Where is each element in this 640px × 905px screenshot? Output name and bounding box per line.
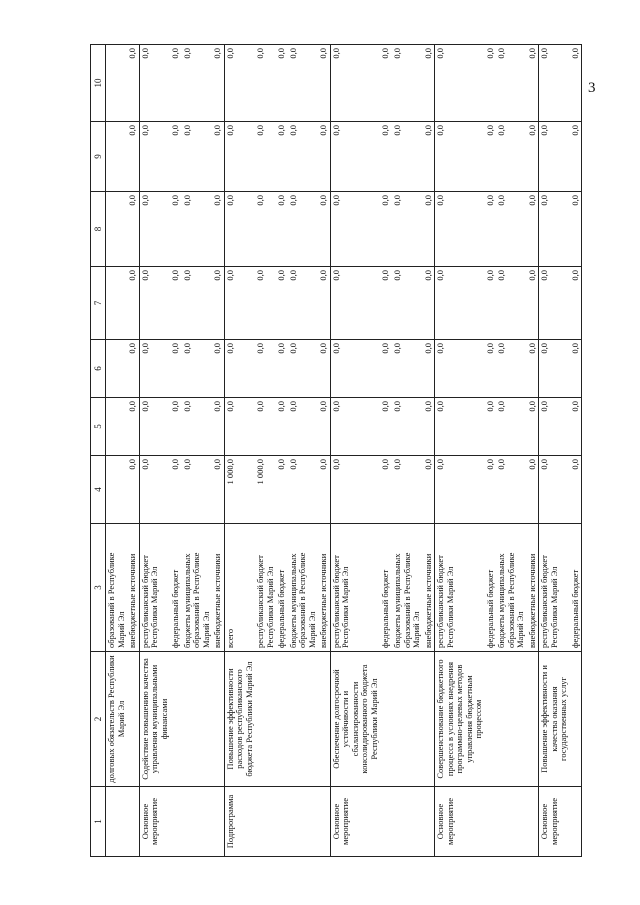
value-cell-col-9: 0,0 — [224, 122, 255, 192]
funding-source-cell: внебюджетные источники — [318, 524, 330, 652]
value-cell-col-7: 0,0 — [496, 267, 527, 340]
value-cell-col-8: 0,0 — [392, 192, 423, 267]
value-cell-col-9: 0,0 — [330, 122, 380, 192]
funding-source-cell: бюджеты муниципальных образований в Республике Марий Эл — [288, 524, 319, 652]
measure-name-cell-empty — [127, 652, 139, 787]
value-cell-col-5: 0,0 — [570, 398, 582, 456]
value-cell-col-6: 0,0 — [496, 340, 527, 398]
value-cell-col-8: 0,0 — [435, 192, 485, 267]
measure-type-cell: Основное мероприятие — [435, 787, 485, 857]
measure-name-cell-empty — [485, 652, 497, 787]
value-cell-col-10: 0,0 — [380, 45, 392, 122]
value-cell-col-10: 0,0 — [182, 45, 213, 122]
table-row — [392, 45, 423, 857]
value-cell-col-4: 0,0 — [330, 456, 380, 524]
value-cell-col-6: 0,0 — [539, 340, 570, 398]
value-cell-col-4: 0,0 — [139, 456, 170, 524]
value-cell-col-6: 0,0 — [139, 340, 170, 398]
value-cell-col-5: 0,0 — [392, 398, 423, 456]
table-row — [527, 45, 539, 857]
value-cell-col-10: 0,0 — [392, 45, 423, 122]
value-cell-col-5: 0,0 — [496, 398, 527, 456]
measure-type-cell-empty — [392, 787, 423, 857]
measure-name-cell-empty — [288, 652, 319, 787]
value-cell-col-10: 0,0 — [127, 45, 139, 122]
value-cell-col-6: 0,0 — [392, 340, 423, 398]
funding-source-cell: федеральный бюджет — [276, 524, 288, 652]
value-cell-col-7: 0,0 — [330, 267, 380, 340]
funding-table — [90, 44, 582, 857]
value-cell-col-10: 0,0 — [139, 45, 170, 122]
column-number-7: 7 — [91, 267, 106, 340]
value-cell-col-10: 0,0 — [330, 45, 380, 122]
value-cell-col-9: 0,0 — [212, 122, 224, 192]
value-cell-col-8: 0,0 — [212, 192, 224, 267]
table-body — [106, 45, 582, 857]
table-row — [212, 45, 224, 857]
value-cell-col-10: 0,0 — [539, 45, 570, 122]
measure-type-cell-empty — [170, 787, 182, 857]
table-row — [330, 45, 380, 857]
column-number-10: 10 — [91, 45, 106, 122]
measure-type-cell: Основное мероприятие — [139, 787, 170, 857]
measure-type-cell-empty — [288, 787, 319, 857]
measure-type-cell — [106, 787, 128, 857]
measure-name-cell: Обеспечение долгосрочной устойчивости и сбалансированности консолидированного бюджета Республики Марий Эл — [330, 652, 380, 787]
funding-source-cell: внебюджетные источники — [423, 524, 435, 652]
value-cell-col-10: 0,0 — [527, 45, 539, 122]
column-number-6: 6 — [91, 340, 106, 398]
value-cell-col-6: 0,0 — [255, 340, 276, 398]
value-cell-col-6: 0,0 — [170, 340, 182, 398]
value-cell-col-5: 0,0 — [255, 398, 276, 456]
value-cell-col-4: 1 000,0 — [255, 456, 276, 524]
value-cell-col-7: 0,0 — [392, 267, 423, 340]
measure-name-cell-empty — [276, 652, 288, 787]
value-cell-col-10: 0,0 — [485, 45, 497, 122]
value-cell-col-5: 0,0 — [127, 398, 139, 456]
measure-name-cell-empty — [392, 652, 423, 787]
value-cell-col-4: 0,0 — [392, 456, 423, 524]
measure-name-cell: Повышение эффективности расходов республиканского бюджета Республики Марий Эл — [224, 652, 255, 787]
measure-name-cell: долговых обязательств Республики Марий Эл — [106, 652, 128, 787]
value-cell-col-9: 0,0 — [127, 122, 139, 192]
value-cell-col-7: 0,0 — [539, 267, 570, 340]
column-number-3: 3 — [91, 524, 106, 652]
funding-source-cell: республиканский бюджет Республики Марий Эл — [539, 524, 570, 652]
funding-source-cell: республиканский бюджет Республики Марий Эл — [255, 524, 276, 652]
column-number-2: 2 — [91, 652, 106, 787]
value-cell-col-6: 0,0 — [330, 340, 380, 398]
value-cell-col-8: 0,0 — [485, 192, 497, 267]
value-cell-col-4: 0,0 — [212, 456, 224, 524]
funding-source-cell: федеральный бюджет — [570, 524, 582, 652]
value-cell-col-6 — [106, 340, 128, 398]
value-cell-col-8: 0,0 — [170, 192, 182, 267]
table-row — [485, 45, 497, 857]
value-cell-col-9: 0,0 — [570, 122, 582, 192]
value-cell-col-9: 0,0 — [496, 122, 527, 192]
table-row — [496, 45, 527, 857]
value-cell-col-5: 0,0 — [288, 398, 319, 456]
value-cell-col-10: 0,0 — [170, 45, 182, 122]
value-cell-col-5: 0,0 — [170, 398, 182, 456]
value-cell-col-10: 0,0 — [276, 45, 288, 122]
value-cell-col-5: 0,0 — [330, 398, 380, 456]
value-cell-col-8: 0,0 — [288, 192, 319, 267]
value-cell-col-6: 0,0 — [423, 340, 435, 398]
value-cell-col-4: 0,0 — [318, 456, 330, 524]
value-cell-col-10: 0,0 — [288, 45, 319, 122]
value-cell-col-4: 1 000,0 — [224, 456, 255, 524]
funding-source-cell: бюджеты муниципальных образований в Республике Марий Эл — [392, 524, 423, 652]
value-cell-col-4: 0,0 — [496, 456, 527, 524]
value-cell-col-6: 0,0 — [127, 340, 139, 398]
funding-source-cell: внебюджетные источники — [527, 524, 539, 652]
column-number-row — [91, 45, 106, 857]
value-cell-col-7: 0,0 — [170, 267, 182, 340]
value-cell-col-4: 0,0 — [276, 456, 288, 524]
value-cell-col-7: 0,0 — [139, 267, 170, 340]
value-cell-col-4: 0,0 — [288, 456, 319, 524]
value-cell-col-6: 0,0 — [570, 340, 582, 398]
funding-source-cell: республиканский бюджет Республики Марий Эл — [435, 524, 485, 652]
value-cell-col-4: 0,0 — [485, 456, 497, 524]
value-cell-col-8: 0,0 — [496, 192, 527, 267]
table-row — [224, 45, 255, 857]
value-cell-col-9: 0,0 — [318, 122, 330, 192]
measure-type-cell-empty — [570, 787, 582, 857]
value-cell-col-4: 0,0 — [127, 456, 139, 524]
value-cell-col-9: 0,0 — [288, 122, 319, 192]
value-cell-col-10: 0,0 — [224, 45, 255, 122]
measure-name-cell-empty — [570, 652, 582, 787]
value-cell-col-7: 0,0 — [527, 267, 539, 340]
value-cell-col-9: 0,0 — [182, 122, 213, 192]
value-cell-col-5: 0,0 — [435, 398, 485, 456]
table-row — [435, 45, 485, 857]
measure-name-cell-empty — [318, 652, 330, 787]
funding-source-cell: федеральный бюджет — [380, 524, 392, 652]
value-cell-col-6: 0,0 — [224, 340, 255, 398]
value-cell-col-8: 0,0 — [527, 192, 539, 267]
measure-type-cell: Основное мероприятие — [330, 787, 380, 857]
value-cell-col-5: 0,0 — [318, 398, 330, 456]
measure-type-cell-empty — [212, 787, 224, 857]
value-cell-col-5: 0,0 — [380, 398, 392, 456]
table-row — [318, 45, 330, 857]
value-cell-col-6: 0,0 — [276, 340, 288, 398]
value-cell-col-9: 0,0 — [170, 122, 182, 192]
value-cell-col-5: 0,0 — [276, 398, 288, 456]
value-cell-col-6: 0,0 — [527, 340, 539, 398]
value-cell-col-10: 0,0 — [423, 45, 435, 122]
value-cell-col-5: 0,0 — [423, 398, 435, 456]
value-cell-col-8 — [106, 192, 128, 267]
value-cell-col-10: 0,0 — [435, 45, 485, 122]
measure-name-cell-empty — [212, 652, 224, 787]
value-cell-col-6: 0,0 — [435, 340, 485, 398]
measure-name-cell-empty — [170, 652, 182, 787]
page-number: 3 — [588, 80, 596, 96]
funding-source-cell: внебюджетные источники — [212, 524, 224, 652]
value-cell-col-5: 0,0 — [139, 398, 170, 456]
value-cell-col-9: 0,0 — [380, 122, 392, 192]
measure-type-cell-empty — [380, 787, 392, 857]
funding-source-cell: всего — [224, 524, 255, 652]
table-row — [127, 45, 139, 857]
value-cell-col-9: 0,0 — [527, 122, 539, 192]
value-cell-col-7: 0,0 — [423, 267, 435, 340]
value-cell-col-10: 0,0 — [570, 45, 582, 122]
column-number-9: 9 — [91, 122, 106, 192]
value-cell-col-7: 0,0 — [380, 267, 392, 340]
measure-type-cell-empty — [485, 787, 497, 857]
value-cell-col-8: 0,0 — [570, 192, 582, 267]
funding-source-cell: республиканский бюджет Республики Марий Эл — [330, 524, 380, 652]
funding-source-cell: бюджеты муниципальных образований в Республике Марий Эл — [496, 524, 527, 652]
value-cell-col-10: 0,0 — [318, 45, 330, 122]
value-cell-col-8: 0,0 — [276, 192, 288, 267]
value-cell-col-8: 0,0 — [127, 192, 139, 267]
value-cell-col-7: 0,0 — [255, 267, 276, 340]
measure-name-cell: Повышение эффективности и качества оказания государственных услуг — [539, 652, 570, 787]
table-row — [423, 45, 435, 857]
table-row — [380, 45, 392, 857]
value-cell-col-5 — [106, 398, 128, 456]
value-cell-col-4: 0,0 — [182, 456, 213, 524]
column-number-5: 5 — [91, 398, 106, 456]
value-cell-col-6: 0,0 — [288, 340, 319, 398]
value-cell-col-7: 0,0 — [318, 267, 330, 340]
value-cell-col-8: 0,0 — [423, 192, 435, 267]
funding-table-container — [90, 45, 580, 857]
value-cell-col-4: 0,0 — [170, 456, 182, 524]
funding-source-cell: федеральный бюджет — [170, 524, 182, 652]
value-cell-col-10: 0,0 — [212, 45, 224, 122]
value-cell-col-4: 0,0 — [380, 456, 392, 524]
value-cell-col-4: 0,0 — [423, 456, 435, 524]
measure-type-cell-empty — [182, 787, 213, 857]
value-cell-col-10 — [106, 45, 128, 122]
table-row — [139, 45, 170, 857]
column-number-8: 8 — [91, 192, 106, 267]
measure-type-cell: Основное мероприятие — [539, 787, 570, 857]
funding-source-cell: федеральный бюджет — [485, 524, 497, 652]
value-cell-col-10: 0,0 — [255, 45, 276, 122]
value-cell-col-8: 0,0 — [330, 192, 380, 267]
value-cell-col-9 — [106, 122, 128, 192]
value-cell-col-9: 0,0 — [423, 122, 435, 192]
measure-name-cell-empty — [527, 652, 539, 787]
value-cell-col-7: 0,0 — [182, 267, 213, 340]
measure-type-cell: Подпрограмма — [224, 787, 255, 857]
column-number-4: 4 — [91, 456, 106, 524]
value-cell-col-7: 0,0 — [570, 267, 582, 340]
measure-type-cell-empty — [423, 787, 435, 857]
value-cell-col-9: 0,0 — [435, 122, 485, 192]
value-cell-col-4: 0,0 — [527, 456, 539, 524]
value-cell-col-6: 0,0 — [182, 340, 213, 398]
value-cell-col-7: 0,0 — [212, 267, 224, 340]
value-cell-col-5: 0,0 — [182, 398, 213, 456]
value-cell-col-7: 0,0 — [485, 267, 497, 340]
measure-name-cell-empty — [423, 652, 435, 787]
value-cell-col-4: 0,0 — [570, 456, 582, 524]
measure-name-cell-empty — [255, 652, 276, 787]
value-cell-col-9: 0,0 — [139, 122, 170, 192]
value-cell-col-5: 0,0 — [224, 398, 255, 456]
measure-type-cell-empty — [255, 787, 276, 857]
value-cell-col-8: 0,0 — [139, 192, 170, 267]
value-cell-col-9: 0,0 — [485, 122, 497, 192]
table-row — [182, 45, 213, 857]
value-cell-col-7: 0,0 — [435, 267, 485, 340]
measure-type-cell-empty — [527, 787, 539, 857]
value-cell-col-7 — [106, 267, 128, 340]
value-cell-col-5: 0,0 — [212, 398, 224, 456]
value-cell-col-4: 0,0 — [435, 456, 485, 524]
funding-source-cell: внебюджетные источники — [127, 524, 139, 652]
value-cell-col-7: 0,0 — [224, 267, 255, 340]
funding-source-cell: бюджеты муниципальных образований в Республике Марий Эл — [182, 524, 213, 652]
table-row — [288, 45, 319, 857]
value-cell-col-6: 0,0 — [380, 340, 392, 398]
value-cell-col-8: 0,0 — [539, 192, 570, 267]
value-cell-col-9: 0,0 — [276, 122, 288, 192]
rotated-table-frame — [90, 45, 580, 857]
value-cell-col-7: 0,0 — [127, 267, 139, 340]
value-cell-col-6: 0,0 — [485, 340, 497, 398]
value-cell-col-8: 0,0 — [224, 192, 255, 267]
table-row — [276, 45, 288, 857]
value-cell-col-9: 0,0 — [392, 122, 423, 192]
table-row — [255, 45, 276, 857]
measure-type-cell-empty — [127, 787, 139, 857]
value-cell-col-5: 0,0 — [485, 398, 497, 456]
table-row — [106, 45, 128, 857]
measure-name-cell: Совершенствование бюджетного процесса в условиях внедрения программно-целевых методов управления бюджетным процессом — [435, 652, 485, 787]
table-row — [170, 45, 182, 857]
value-cell-col-8: 0,0 — [255, 192, 276, 267]
value-cell-col-8: 0,0 — [380, 192, 392, 267]
table-row — [570, 45, 582, 857]
table-row — [539, 45, 570, 857]
measure-name-cell-empty — [380, 652, 392, 787]
value-cell-col-4 — [106, 456, 128, 524]
funding-source-cell: республиканский бюджет Республики Марий Эл — [139, 524, 170, 652]
value-cell-col-4: 0,0 — [539, 456, 570, 524]
value-cell-col-9: 0,0 — [539, 122, 570, 192]
measure-type-cell-empty — [496, 787, 527, 857]
column-number-1: 1 — [91, 787, 106, 857]
measure-name-cell: Содействие повышению качества управления муниципальными финансами — [139, 652, 170, 787]
measure-type-cell-empty — [318, 787, 330, 857]
value-cell-col-6: 0,0 — [212, 340, 224, 398]
measure-name-cell-empty — [182, 652, 213, 787]
measure-type-cell-empty — [276, 787, 288, 857]
value-cell-col-10: 0,0 — [496, 45, 527, 122]
value-cell-col-5: 0,0 — [527, 398, 539, 456]
value-cell-col-9: 0,0 — [255, 122, 276, 192]
value-cell-col-7: 0,0 — [288, 267, 319, 340]
value-cell-col-6: 0,0 — [318, 340, 330, 398]
funding-source-cell: образований в Республике Марий Эл — [106, 524, 128, 652]
value-cell-col-7: 0,0 — [276, 267, 288, 340]
value-cell-col-5: 0,0 — [539, 398, 570, 456]
value-cell-col-8: 0,0 — [182, 192, 213, 267]
measure-name-cell-empty — [496, 652, 527, 787]
value-cell-col-8: 0,0 — [318, 192, 330, 267]
